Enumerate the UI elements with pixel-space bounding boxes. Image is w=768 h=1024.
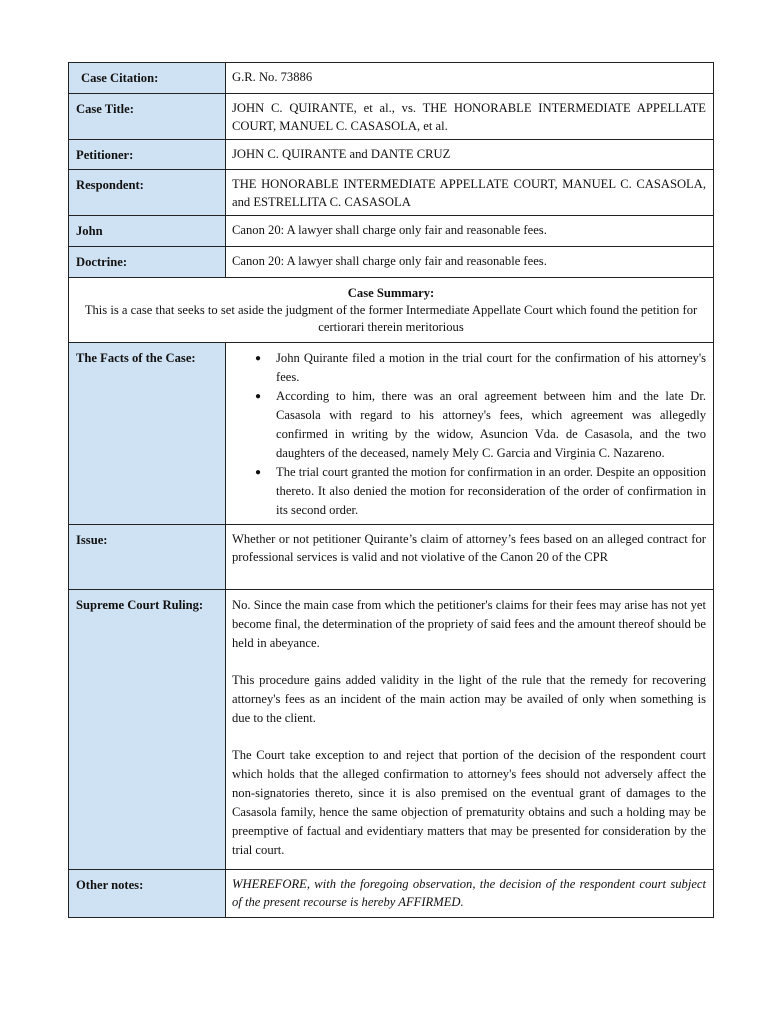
row-doctrine <box>69 247 714 278</box>
john-label: John <box>69 216 226 247</box>
row-john <box>69 216 714 247</box>
fact-item: ● According to him, there was an oral agreement between him and the late Dr. Casasola with regard to his attorney's fees, which agreement was allegedly confirmed in writing by the widow, Asuncion Vda. de Casasola, and the two daughters of the deceased, namely Mely C. Garcia and Virginia C. Nazareno. <box>276 387 706 463</box>
facts-value <box>226 343 714 525</box>
ruling-paragraph: No. Since the main case from which the petitioner's claims for their fees may arise has not yet become final, the determination of the propriety of said fees and the amount thereof should be held in abeyance. <box>232 598 706 650</box>
fact-item: ● The trial court granted the motion for confirmation in an order. Despite an opposition thereto. It also denied the motion for reconsideration of the order of confirmation in its second order. <box>276 463 706 520</box>
row-petitioner <box>69 140 714 170</box>
doctrine-value: Canon 20: A lawyer shall charge only fair and reasonable fees. <box>226 247 714 278</box>
fact-item: ● John Quirante filed a motion in the trial court for the confirmation of his attorney's fees. <box>276 349 706 387</box>
case-summary-title: Case Summary: <box>347 286 435 300</box>
case-title-label: Case Title: <box>69 94 226 140</box>
row-respondent <box>69 170 714 216</box>
other-notes-value: WHEREFORE, with the foregoing observation, the decision of the respondent court subject of the present recourse is hereby AFFIRMED. <box>226 870 714 918</box>
john-value: Canon 20: A lawyer shall charge only fair and reasonable fees. <box>226 216 714 247</box>
row-other-notes <box>69 870 714 918</box>
petitioner-value: JOHN C. QUIRANTE and DANTE CRUZ <box>226 140 714 170</box>
petitioner-label: Petitioner: <box>69 140 226 170</box>
row-issue <box>69 525 714 590</box>
case-summary-text: This is a case that seeks to set aside the judgment of the former Intermediate Appellate Court which found the petition for certiorari therein meritorious <box>84 303 698 334</box>
case-summary-cell <box>69 278 714 343</box>
issue-value: Whether or not petitioner Quirante’s claim of attorney’s fees based on an alleged contract for professional services is valid and not violative of the Canon 20 of the CPR <box>226 525 714 590</box>
facts-list <box>232 349 706 520</box>
row-facts <box>69 343 714 525</box>
row-case-title <box>69 94 714 140</box>
row-case-citation <box>69 63 714 94</box>
case-digest-table <box>68 62 714 918</box>
issue-label: Issue: <box>69 525 226 590</box>
respondent-value: THE HONORABLE INTERMEDIATE APPELLATE COURT, MANUEL C. CASASOLA, and ESTRELLITA C. CASASOLA <box>226 170 714 216</box>
ruling-label: Supreme Court Ruling: <box>69 590 226 870</box>
other-notes-label: Other notes: <box>69 870 226 918</box>
respondent-label: Respondent: <box>69 170 226 216</box>
case-title-value: JOHN C. QUIRANTE, et al., vs. THE HONORABLE INTERMEDIATE APPELLATE COURT, MANUEL C. CASASOLA, et al. <box>226 94 714 140</box>
ruling-value <box>226 590 714 870</box>
facts-label: The Facts of the Case: <box>69 343 226 525</box>
case-citation-value: G.R. No. 73886 <box>226 63 714 94</box>
row-ruling <box>69 590 714 870</box>
ruling-paragraph: The Court take exception to and reject that portion of the decision of the respondent court which holds that the alleged confirmation to attorney's fees should not adversely affect the non-signatories thereto, since it is also premised on the eventual grant of damages to the Casasola family, hence the same objection of prematurity obtains and such a holding may be preemptive of factual and evidentiary matters that may be presented for consideration by the trial court. <box>232 748 706 857</box>
case-digest-page <box>68 62 713 918</box>
row-case-summary <box>69 278 714 343</box>
doctrine-label: Doctrine: <box>69 247 226 278</box>
case-citation-label: Case Citation: <box>69 63 226 94</box>
ruling-paragraph: This procedure gains added validity in the light of the rule that the remedy for recovering attorney's fees as an incident of the main action may be availed of only when something is due to the client. <box>232 673 706 725</box>
